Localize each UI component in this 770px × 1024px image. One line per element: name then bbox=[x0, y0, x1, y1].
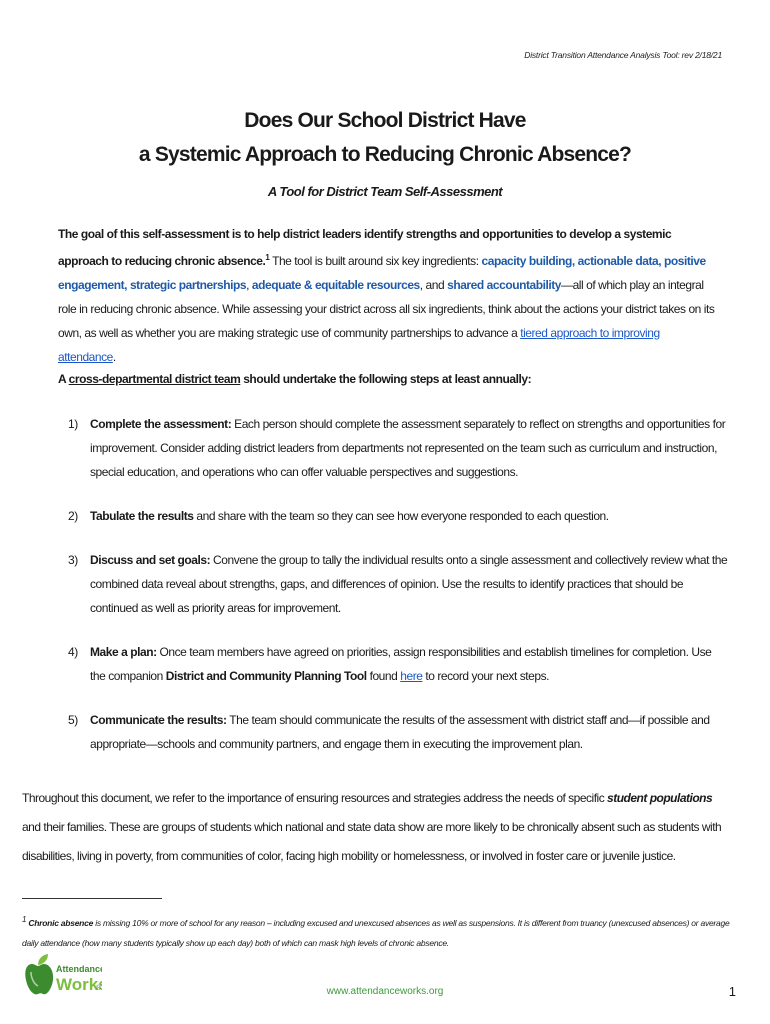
intro-text-3: . bbox=[112, 350, 116, 364]
steps-heading bbox=[58, 372, 531, 386]
footnote-number: 1 bbox=[22, 915, 27, 924]
planning-tool-link[interactable]: here bbox=[400, 669, 423, 683]
step-number: 3) bbox=[68, 553, 78, 567]
step-number: 5) bbox=[68, 713, 78, 727]
step-number: 1) bbox=[68, 417, 78, 431]
step-number: 2) bbox=[68, 509, 78, 523]
page-title bbox=[0, 104, 770, 172]
ingredient-list-1: capacity building, actionable data, positive engagement, strategic partnerships bbox=[58, 254, 706, 292]
step-text: and share with the team so they can see how everyone responded to each question. bbox=[193, 509, 609, 523]
step-item bbox=[68, 412, 728, 484]
step-item bbox=[68, 504, 728, 528]
footer-url[interactable]: www.attendanceworks.org bbox=[326, 986, 444, 997]
step-text: Convene the group to tally the individual results onto a single assessment and collectively review what the combined data reveal about strengths, gaps, and differences of opinion. Use the results to identify practices that should be continued as well as priority areas for improvement. bbox=[90, 553, 728, 615]
title-line-2: a Systemic Approach to Reducing Chronic Absence? bbox=[138, 143, 632, 166]
step-text: Once team members have agreed on priorities, assign responsibilities and establish timelines for completion. Use the companion bbox=[90, 645, 712, 683]
step-title: Discuss and set goals: bbox=[90, 553, 211, 567]
logo-line-1: Attendance bbox=[56, 964, 102, 974]
step-item bbox=[68, 708, 728, 756]
step-title: Complete the assessment: bbox=[90, 417, 232, 431]
logo-line-2: Work bbox=[56, 975, 99, 994]
planning-tool-name: District and Community Planning Tool bbox=[165, 669, 367, 683]
header-note: District Transition Attendance Analysis Tool: rev 2/18/21 bbox=[524, 50, 722, 60]
student-populations-term: student populations bbox=[607, 791, 713, 805]
ingredient-resources: adequate & equitable resources bbox=[251, 278, 420, 292]
student-populations-paragraph bbox=[22, 784, 722, 871]
ingredient-accountability: shared accountability bbox=[447, 278, 562, 292]
step-number: 4) bbox=[68, 645, 78, 659]
tiered-approach-link[interactable]: tiered approach to improving attendance bbox=[58, 326, 660, 364]
intro-paragraph bbox=[58, 222, 718, 369]
page-subtitle: A Tool for District Team Self-Assessment bbox=[267, 184, 503, 199]
footnote-term: Chronic absence bbox=[28, 917, 94, 928]
page-number: 1 bbox=[728, 984, 736, 999]
step-item bbox=[68, 640, 728, 688]
step-text: to record your next steps. bbox=[422, 669, 550, 683]
intro-sep-2: , and bbox=[419, 278, 448, 292]
step-text: The team should communicate the results of the assessment with district staff and—if possible and appropriate—schools and community partners, and engage them in executing the improvement plan. bbox=[90, 713, 710, 751]
intro-text-2: —all of which play an integral role in reducing chronic absence. While assessing your district across all six ingredients, think about the actions your district takes on its own, as well as whether you are making strategic use of community partnerships to advance a bbox=[58, 278, 715, 340]
step-text: found bbox=[366, 669, 401, 683]
steps-heading-pre: A bbox=[58, 372, 69, 386]
title-line-1: Does Our School District Have bbox=[244, 109, 526, 132]
steps-list bbox=[68, 412, 728, 776]
step-title: Tabulate the results bbox=[90, 509, 194, 523]
step-text: Each person should complete the assessment separately to reflect on strengths and opportunities for improvement. Consider adding district leaders from departments not represented on the team such as curriculum and instruction, special education, and operations who can offer valuable perspectives and suggestions. bbox=[90, 417, 726, 479]
intro-bold-lead: The goal of this self-assessment is to help district leaders identify strengths and opportunities to develop a systemic approach to reducing chronic absence. bbox=[58, 227, 672, 268]
step-item bbox=[68, 548, 728, 620]
populations-text-1: Throughout this document, we refer to the importance of ensuring resources and strategies address the needs of specific bbox=[22, 791, 608, 805]
step-title: Communicate the results: bbox=[90, 713, 227, 727]
logo-mark: ® bbox=[96, 985, 102, 992]
footnote-divider bbox=[22, 898, 162, 899]
intro-text-1: The tool is built around six key ingredients: bbox=[269, 254, 482, 268]
footnote bbox=[22, 910, 742, 953]
populations-text-2: and their families. These are groups of students which national and state data show are more likely to be chronically absent such as students with disabilities, living in poverty, from communities of color, facing high mobility or homelessness, or involved in foster care or juvenile justice. bbox=[22, 820, 722, 863]
intro-sep-1: , bbox=[246, 278, 252, 292]
steps-heading-post: should undertake the following steps at least annually: bbox=[240, 372, 532, 386]
footnote-text: is missing 10% or more of school for any reason – including excused and unexcused absences as well as suspensions. It is different from truancy (unexcused absences) or average daily attendance (how many students typically show up each day) both of which can mask high levels of chronic absence. bbox=[22, 917, 730, 948]
footnote-ref[interactable]: 1 bbox=[265, 253, 270, 262]
steps-heading-team: cross-departmental district team bbox=[68, 372, 241, 386]
step-title: Make a plan: bbox=[90, 645, 157, 659]
